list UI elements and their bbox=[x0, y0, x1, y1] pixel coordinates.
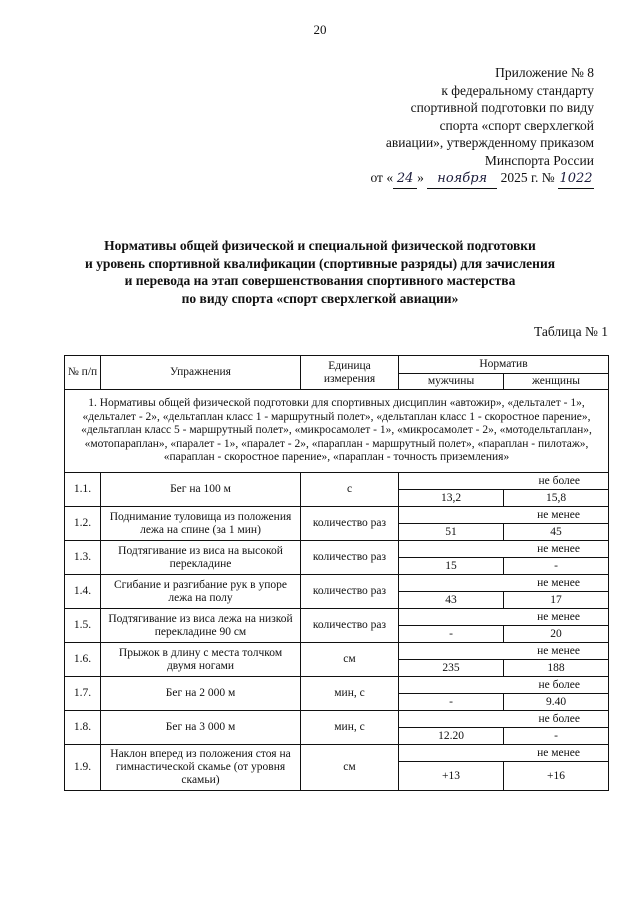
row-num: 1.8. bbox=[65, 711, 101, 745]
row-women-value: 45 bbox=[504, 524, 609, 541]
header-num: № п/п bbox=[65, 356, 101, 390]
appendix-line: к федеральному стандарту bbox=[441, 82, 594, 98]
title-line: и уровень спортивной квалификации (спортивные разряды) для зачисления bbox=[84, 255, 556, 271]
row-num: 1.3. bbox=[65, 541, 101, 575]
row-num: 1.7. bbox=[65, 677, 101, 711]
document-title bbox=[40, 237, 600, 307]
title-line: по виду спорта «спорт сверхлегкой авиации» bbox=[181, 290, 459, 306]
row-men-value: 15 bbox=[399, 558, 504, 575]
row-exercise: Подтягивание из виса на высокой перекладине bbox=[101, 541, 301, 575]
row-men-value: - bbox=[399, 694, 504, 711]
page-number: 20 bbox=[313, 22, 327, 37]
row-condition: не более bbox=[399, 711, 609, 728]
row-condition: не менее bbox=[399, 541, 609, 558]
appendix-block bbox=[334, 64, 594, 189]
appendix-line: Минспорта России bbox=[484, 152, 594, 168]
date-prefix: от « bbox=[370, 170, 394, 185]
row-women-value: 15,8 bbox=[504, 490, 609, 507]
row-condition: не менее bbox=[399, 507, 609, 524]
row-women-value: - bbox=[504, 558, 609, 575]
row-exercise: Бег на 2 000 м bbox=[101, 677, 301, 711]
row-men-value: 43 bbox=[399, 592, 504, 609]
row-unit: количество раз bbox=[301, 575, 399, 609]
row-unit: количество раз bbox=[301, 541, 399, 575]
order-date-line bbox=[334, 169, 594, 189]
row-exercise: Бег на 100 м bbox=[101, 473, 301, 507]
row-condition: не более bbox=[399, 473, 609, 490]
title-line: и перевода на этап совершенствования спортивного мастерства bbox=[124, 273, 516, 288]
row-exercise: Бег на 3 000 м bbox=[101, 711, 301, 745]
row-men-value: 12.20 bbox=[399, 728, 504, 745]
header-men: мужчины bbox=[399, 374, 504, 390]
row-condition: не менее bbox=[399, 643, 609, 660]
row-unit: количество раз bbox=[301, 609, 399, 643]
row-exercise: Сгибание и разгибание рук в упоре лежа на полу bbox=[101, 575, 301, 609]
row-exercise: Подтягивание из виса лежа на низкой перекладине 90 см bbox=[101, 609, 301, 643]
row-men-value: 51 bbox=[399, 524, 504, 541]
row-condition: не менее bbox=[399, 609, 609, 626]
row-women-value: - bbox=[504, 728, 609, 745]
row-women-value: 17 bbox=[504, 592, 609, 609]
appendix-line: Приложение № 8 bbox=[495, 65, 594, 80]
header-women: женщины bbox=[504, 374, 609, 390]
row-men-value: - bbox=[399, 626, 504, 643]
norms-table bbox=[64, 355, 609, 791]
row-exercise: Поднимание туловища из положения лежа на спине (за 1 мин) bbox=[101, 507, 301, 541]
row-unit: количество раз bbox=[301, 507, 399, 541]
date-mid: » bbox=[417, 170, 424, 185]
date-suffix: 2025 г. № bbox=[500, 170, 555, 185]
row-condition: не менее bbox=[399, 575, 609, 592]
row-exercise: Наклон вперед из положения стоя на гимнастической скамье (от уровня скамьи) bbox=[101, 745, 301, 791]
row-num: 1.9. bbox=[65, 745, 101, 791]
row-num: 1.2. bbox=[65, 507, 101, 541]
row-num: 1.6. bbox=[65, 643, 101, 677]
day-handwritten: 24 bbox=[393, 170, 417, 189]
row-condition: не более bbox=[399, 677, 609, 694]
row-women-value: 188 bbox=[504, 660, 609, 677]
appendix-line: спорта «спорт сверхлегкой bbox=[439, 117, 594, 133]
row-num: 1.1. bbox=[65, 473, 101, 507]
order-number-handwritten: 1022 bbox=[558, 170, 594, 189]
row-unit: мин, с bbox=[301, 711, 399, 745]
title-line: Нормативы общей физической и специальной физической подготовки bbox=[104, 238, 536, 253]
section-title: 1. Нормативы общей физической подготовки для спортивных дисциплин «автожир», «дельталет - 1», «дельталет - 2», «дельтаплан класс 1 - маршрутный полет», «дельтаплан класс 1 - скоростное парение», «дельтаплан класс 5 - маршрутный полет», «микросамолет - 1», «микросамолет - 2», «мотодельтаплан», «мотопараплан», «паралет - 1», «паралет - 2», «параплан - маршрутный полет», «параплан - пилотаж», «параплан - скоростное парение», «параплан - точность приземления» bbox=[65, 390, 609, 473]
row-women-value: +16 bbox=[504, 762, 609, 791]
row-unit: мин, с bbox=[301, 677, 399, 711]
appendix-line: спортивной подготовки по виду bbox=[410, 100, 594, 115]
row-men-value: 13,2 bbox=[399, 490, 504, 507]
row-unit: см bbox=[301, 745, 399, 791]
month-handwritten: ноября bbox=[427, 170, 497, 189]
row-women-value: 20 bbox=[504, 626, 609, 643]
row-men-value: +13 bbox=[399, 762, 504, 791]
row-condition: не менее bbox=[399, 745, 609, 762]
row-women-value: 9.40 bbox=[504, 694, 609, 711]
header-norm: Норматив bbox=[399, 356, 609, 374]
table-label: Таблица № 1 bbox=[534, 324, 608, 339]
row-num: 1.5. bbox=[65, 609, 101, 643]
row-unit: см bbox=[301, 643, 399, 677]
row-exercise: Прыжок в длину с места толчком двумя ногами bbox=[101, 643, 301, 677]
header-exercise: Упражнения bbox=[101, 356, 301, 390]
appendix-line: авиации», утвержденному приказом bbox=[385, 135, 594, 150]
row-men-value: 235 bbox=[399, 660, 504, 677]
row-unit: с bbox=[301, 473, 399, 507]
header-unit: Единица измерения bbox=[301, 356, 399, 390]
row-num: 1.4. bbox=[65, 575, 101, 609]
